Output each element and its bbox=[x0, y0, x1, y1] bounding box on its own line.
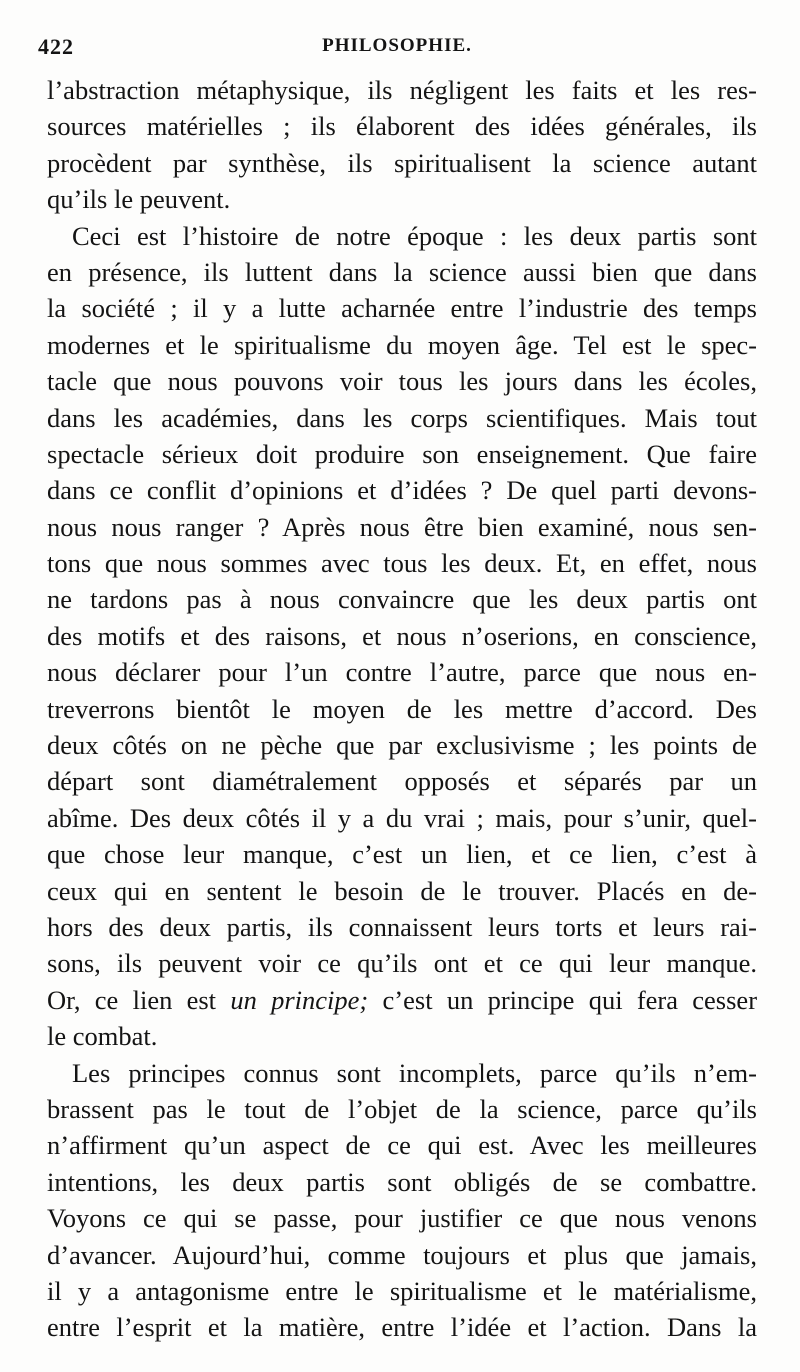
text-line: dans ce conflit d’opinions et d’idées ? De quel parti devons- bbox=[47, 475, 757, 506]
text-line: ne tardons pas à nous convaincre que les deux partis ont bbox=[47, 584, 757, 615]
page-number: 422 bbox=[38, 34, 74, 59]
text-line: Voyons ce qui se passe, pour justifier ce que nous venons bbox=[47, 1203, 757, 1234]
text-line: dans les académies, dans les corps scientifiques. Mais tout bbox=[47, 402, 757, 433]
text-line: départ sont diamétralement opposés et séparés par un bbox=[47, 766, 757, 797]
text-line: spectacle sérieux doit produire son enseignement. Que faire bbox=[47, 438, 757, 469]
text-line: intentions, les deux partis sont obligés de se combattre. bbox=[47, 1166, 757, 1197]
text-line-with-italic bbox=[47, 982, 757, 1018]
text-line: hors des deux partis, ils connaissent leurs torts et leurs rai- bbox=[47, 911, 757, 942]
text-line: des motifs et des raisons, et nous n’oserions, en conscience, bbox=[47, 620, 757, 651]
paragraph-first-line: Ceci est l’histoire de notre époque : les deux partis sont bbox=[72, 220, 757, 251]
text-fragment: Or, ce lien est bbox=[47, 984, 217, 1015]
text-line: qu’ils le peuvent. bbox=[47, 184, 231, 215]
text-line: n’affirment qu’un aspect de ce qui est. Avec les meilleures bbox=[47, 1130, 757, 1161]
text-line: treverrons bientôt le moyen de les mettre d’accord. Des bbox=[47, 693, 757, 724]
text-line: sources matérielles ; ils élaborent des idées générales, ils bbox=[47, 111, 757, 142]
italic-phrase: un principe; bbox=[230, 984, 369, 1015]
text-line: modernes et le spiritualisme du moyen âge. Tel est le spec- bbox=[47, 329, 757, 360]
paragraph-first-line: Les principes connus sont incomplets, parce qu’ils n’em- bbox=[72, 1057, 757, 1088]
text-line: la société ; il y a lutte acharnée entre l’industrie des temps bbox=[47, 293, 757, 324]
text-line: abîme. Des deux côtés il y a du vrai ; mais, pour s’unir, quel- bbox=[47, 802, 757, 833]
text-line: ceux qui en sentent le besoin de le trouver. Placés en de- bbox=[47, 875, 757, 906]
text-line: sons, ils peuvent voir ce qu’ils ont et ce qui leur manque. bbox=[47, 948, 757, 979]
text-fragment: c’est un principe qui fera cesser bbox=[382, 984, 758, 1015]
text-line: nous nous ranger ? Après nous être bien examiné, nous sen- bbox=[47, 511, 757, 542]
body-text bbox=[47, 72, 757, 1346]
text-line: il y a antagonisme entre le spiritualisme et le matérialisme, bbox=[47, 1275, 757, 1306]
text-line: tons que nous sommes avec tous les deux. Et, en effet, nous bbox=[47, 548, 757, 579]
text-line: deux côtés on ne pèche que par exclusivisme ; les points de bbox=[47, 730, 757, 761]
text-line: le combat. bbox=[47, 1021, 158, 1052]
text-line: en présence, ils luttent dans la science aussi bien que dans bbox=[47, 256, 757, 287]
page-header bbox=[38, 32, 756, 62]
text-line: d’avancer. Aujourd’hui, comme toujours et plus que jamais, bbox=[47, 1239, 757, 1270]
text-line: que chose leur manque, c’est un lien, et ce lien, c’est à bbox=[47, 839, 757, 870]
text-line: l’abstraction métaphysique, ils négligent les faits et les res- bbox=[47, 75, 757, 105]
text-line: brassent pas le tout de l’objet de la science, parce qu’ils bbox=[47, 1093, 757, 1124]
text-line: tacle que nous pouvons voir tous les jours dans les écoles, bbox=[47, 366, 757, 397]
text-line: nous déclarer pour l’un contre l’autre, parce que nous en- bbox=[47, 657, 757, 688]
text-line: procèdent par synthèse, ils spiritualisent la science autant bbox=[47, 147, 757, 178]
text-line: entre l’esprit et la matière, entre l’idée et l’action. Dans la bbox=[47, 1312, 757, 1343]
running-head: PHILOSOPHIE. bbox=[322, 35, 472, 56]
